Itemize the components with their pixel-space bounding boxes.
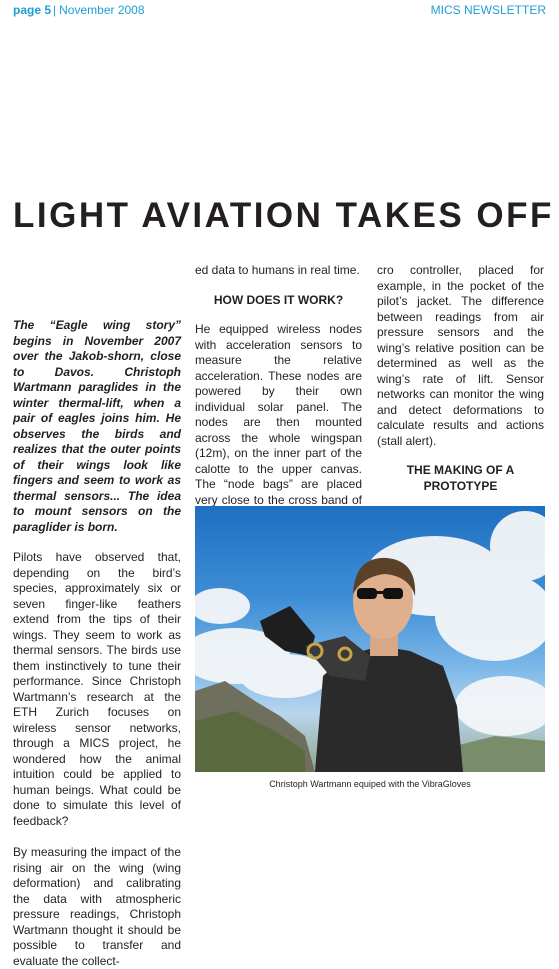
subheading-how-it-works: HOW DOES IT WORK? (213, 292, 344, 307)
issue-date: November 2008 (59, 3, 145, 17)
photo-caption: Christoph Wartmann equiped with the VibraGloves (269, 779, 471, 789)
header-separator: | (53, 3, 57, 17)
page-number: page 5 (13, 3, 52, 17)
body-paragraph-3: ed data to humans in real time. (195, 263, 360, 277)
article-title: LIGHT AVIATION TAKES OFF (13, 196, 554, 235)
body-paragraph-5: cro controller, placed for example, in the pocket of the pilot’s jacket. The difference between readings from air pressure sensors and the wing’s relative position can be determined as well as the wing’s rate of lift. Sensor networks can monitor the wing and detect deformations to calculate results and actions (stall alert). (377, 263, 544, 448)
article-photo (195, 506, 545, 772)
body-paragraph-2: By measuring the impact of the rising air on the wing (wing deformation) and calibrating the data with atmospheric pressure readings, Christoph Wartmann thought it should be possible to transfer and evaluate the collect- (13, 845, 181, 968)
intro-paragraph: The “Eagle wing story” begins in November 2007 over the Jakob-shorn, close to Davos. Christoph Wartmann paraglides in the winter thermal-lift, when a pair of eagles joins him. He observes the birds and realizes that the outer points of their wings look like fingers and seem to work as thermal sensors... The idea to mount sensors on the paraglider is born. (13, 318, 181, 534)
article-column-1 (13, 318, 181, 969)
body-paragraph-1: Pilots have observed that, depending on the bird’s species, approximately six or seven finger-like feathers extend from the tips of their wings. They seem to work as thermal sensors. The birds use them instinctively to tune their performance. Since Christoph Wartmann’s research at the ETH Zurich focuses on wireless sensor networks, through a MICS project, he wondered how the animal intuition could be applied to human beings. What could be done to simulate this level of feedback? (13, 550, 181, 828)
page-header-left (13, 3, 145, 17)
subheading-prototype: THE MAKING OF A PROTOTYPE (406, 463, 515, 493)
body-paragraph-4: He equipped wireless nodes with acceleration sensors to measure the relative acceleration. These nodes are powered by their own individual solar panel. The nodes are then mounted across the whole wingspan (12m), on the inner part of the calotte to the upper canvas. The “node bags” are placed very close to the cross band of (195, 322, 362, 507)
newsletter-name: MICS NEWSLETTER (430, 3, 546, 17)
